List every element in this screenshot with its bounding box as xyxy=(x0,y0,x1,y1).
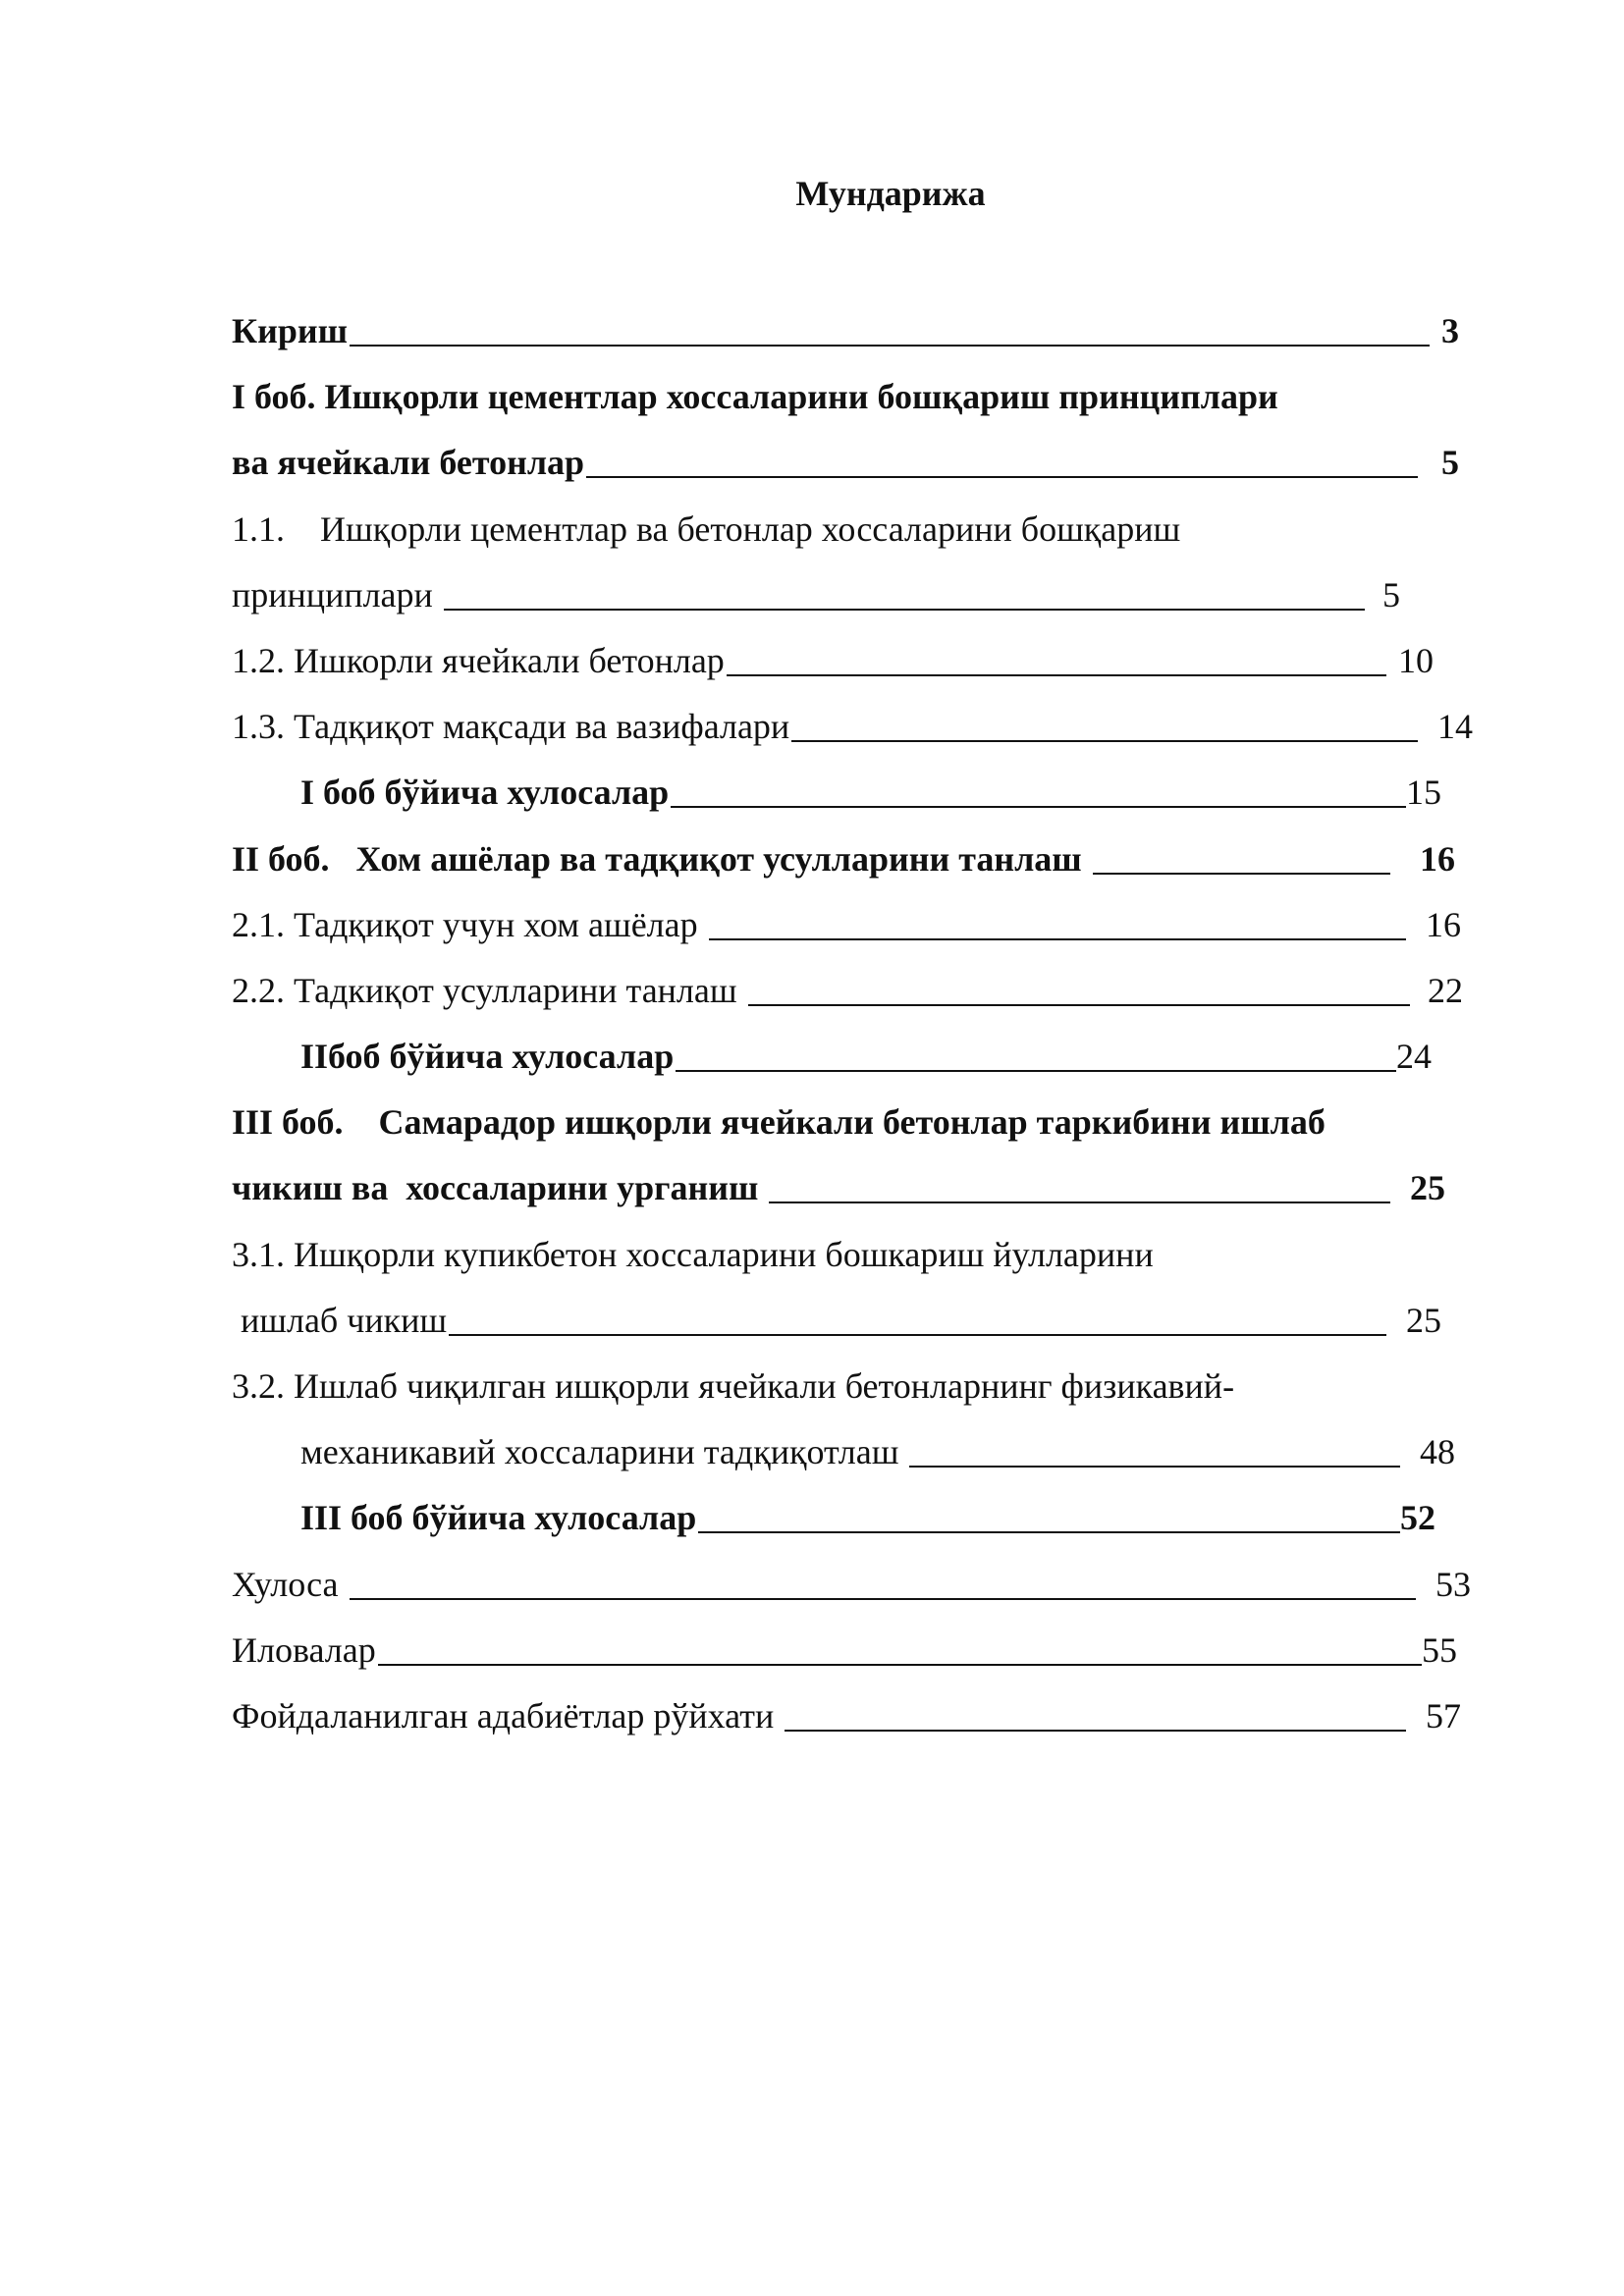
toc-entry xyxy=(232,1419,1469,1485)
toc-leader-line xyxy=(909,1419,1400,1468)
toc-page-number: 24 xyxy=(1396,1037,1432,1077)
toc-entry-title: III боб бўйича хулосалар xyxy=(300,1498,697,1538)
toc-entry-title: II боб. Хом ашёлар ва тадқиқот усулларини танлаш xyxy=(232,838,1091,879)
toc-page-number: 5 xyxy=(1441,443,1459,483)
toc-leader-line xyxy=(791,694,1418,742)
toc-leader-line xyxy=(709,892,1406,940)
toc-entry-title: Иловалар xyxy=(232,1629,376,1670)
toc-page-number: 15 xyxy=(1406,773,1441,813)
toc-entry-title: III боб. Самарадор ишқорли ячейкали бетонлар таркибини ишлаб xyxy=(232,1102,1326,1143)
toc-leader-line xyxy=(378,1618,1422,1666)
toc-leader-line xyxy=(769,1155,1390,1203)
toc-leader-line xyxy=(350,1552,1416,1600)
toc-entry-title: I боб бўйича хулосалар xyxy=(300,773,670,813)
toc-leader-line xyxy=(785,1683,1406,1732)
toc-leader-line xyxy=(586,430,1418,478)
toc-entry xyxy=(232,1090,1469,1155)
toc-leader-line xyxy=(449,1288,1386,1336)
toc-leader-line xyxy=(671,760,1406,808)
toc-leader-line xyxy=(676,1024,1396,1072)
toc-entry xyxy=(232,694,1473,760)
toc-page-number: 16 xyxy=(1426,904,1461,944)
toc-entry xyxy=(232,298,1469,364)
toc-entry xyxy=(232,1485,1469,1551)
toc-entry-title: IIбоб бўйича хулосалар xyxy=(300,1037,675,1077)
toc-entry xyxy=(232,1155,1469,1221)
toc-page-number: 14 xyxy=(1437,707,1473,747)
toc-entry xyxy=(232,892,1469,958)
toc-page-number: 25 xyxy=(1406,1300,1441,1340)
toc-entry xyxy=(232,1552,1469,1618)
toc-entry xyxy=(232,1288,1469,1354)
toc-page-number: 52 xyxy=(1400,1498,1435,1538)
toc-entry-title: 3.2. Ишлаб чиқилган ишқорли ячейкали бетонларнинг физикавий- xyxy=(232,1366,1235,1406)
toc-entry-title: Кириш xyxy=(232,311,349,350)
toc-page-number: 10 xyxy=(1398,640,1434,680)
toc-page-number: 48 xyxy=(1420,1432,1455,1472)
toc-entry-title: ишлаб чикиш xyxy=(232,1300,448,1340)
toc-entry xyxy=(232,1683,1469,1749)
page-title: Мундарижа xyxy=(795,174,986,213)
toc-entry xyxy=(232,628,1469,694)
toc-entry-title: 2.2. Тадкиқот усулларини танлаш xyxy=(232,970,746,1010)
toc-entry xyxy=(232,562,1469,628)
toc-page-number: 16 xyxy=(1420,838,1455,879)
toc-leader-line xyxy=(350,298,1430,347)
toc-entry-title: 1.2. Ишкорли ячейкали бетонлар xyxy=(232,640,725,680)
toc-entry xyxy=(232,1618,1469,1683)
toc-page-number: 55 xyxy=(1422,1629,1457,1670)
toc-page-number: 53 xyxy=(1435,1564,1471,1604)
toc-entry xyxy=(232,1222,1469,1288)
toc-page-number: 25 xyxy=(1410,1168,1445,1208)
toc-entry-title: механикавий хоссаларини тадқиқотлаш xyxy=(300,1432,908,1472)
toc-entry xyxy=(232,430,1469,496)
toc-entry xyxy=(232,1354,1469,1419)
toc-entry-title: ва ячейкали бетонлар xyxy=(232,443,585,483)
toc-entry-title: Фойдаланилган адабиётлар рўйхати xyxy=(232,1695,784,1735)
toc-entry xyxy=(232,760,1469,826)
toc-entry-title: Хулоса xyxy=(232,1564,348,1604)
toc-leader-line xyxy=(1093,827,1390,875)
toc-page-number: 22 xyxy=(1428,970,1463,1010)
toc-entry xyxy=(232,827,1469,892)
toc-entry xyxy=(232,364,1469,430)
toc-leader-line xyxy=(698,1485,1400,1533)
toc-entry-title: 2.1. Тадқиқот учун хом ашёлар xyxy=(232,904,707,944)
toc-leader-line xyxy=(727,628,1386,676)
toc-entry-title: I боб. Ишқорли цементлар хоссаларини бошқариш принциплари xyxy=(232,377,1278,417)
toc-leader-line xyxy=(748,958,1410,1006)
toc-entry-title: 3.1. Ишқорли купикбетон хоссаларини бошкариш йулларини xyxy=(232,1234,1154,1274)
table-of-contents xyxy=(232,298,1473,1749)
toc-entry xyxy=(232,958,1469,1024)
toc-entry-title: чикиш ва хоссаларини урганиш xyxy=(232,1168,768,1208)
toc-entry-title: принциплари xyxy=(232,574,442,614)
toc-page-number: 5 xyxy=(1382,574,1400,614)
toc-page-number: 3 xyxy=(1441,311,1459,350)
toc-entry xyxy=(232,1024,1469,1090)
toc-entry-title: 1.3. Тадқиқот мақсади ва вазифалари xyxy=(232,707,790,747)
toc-leader-line xyxy=(444,562,1365,611)
toc-entry xyxy=(232,497,1469,562)
toc-entry-title: 1.1. Ишқорли цементлар ва бетонлар хоссаларини бошқариш xyxy=(232,508,1181,549)
toc-page-number: 57 xyxy=(1426,1695,1461,1735)
